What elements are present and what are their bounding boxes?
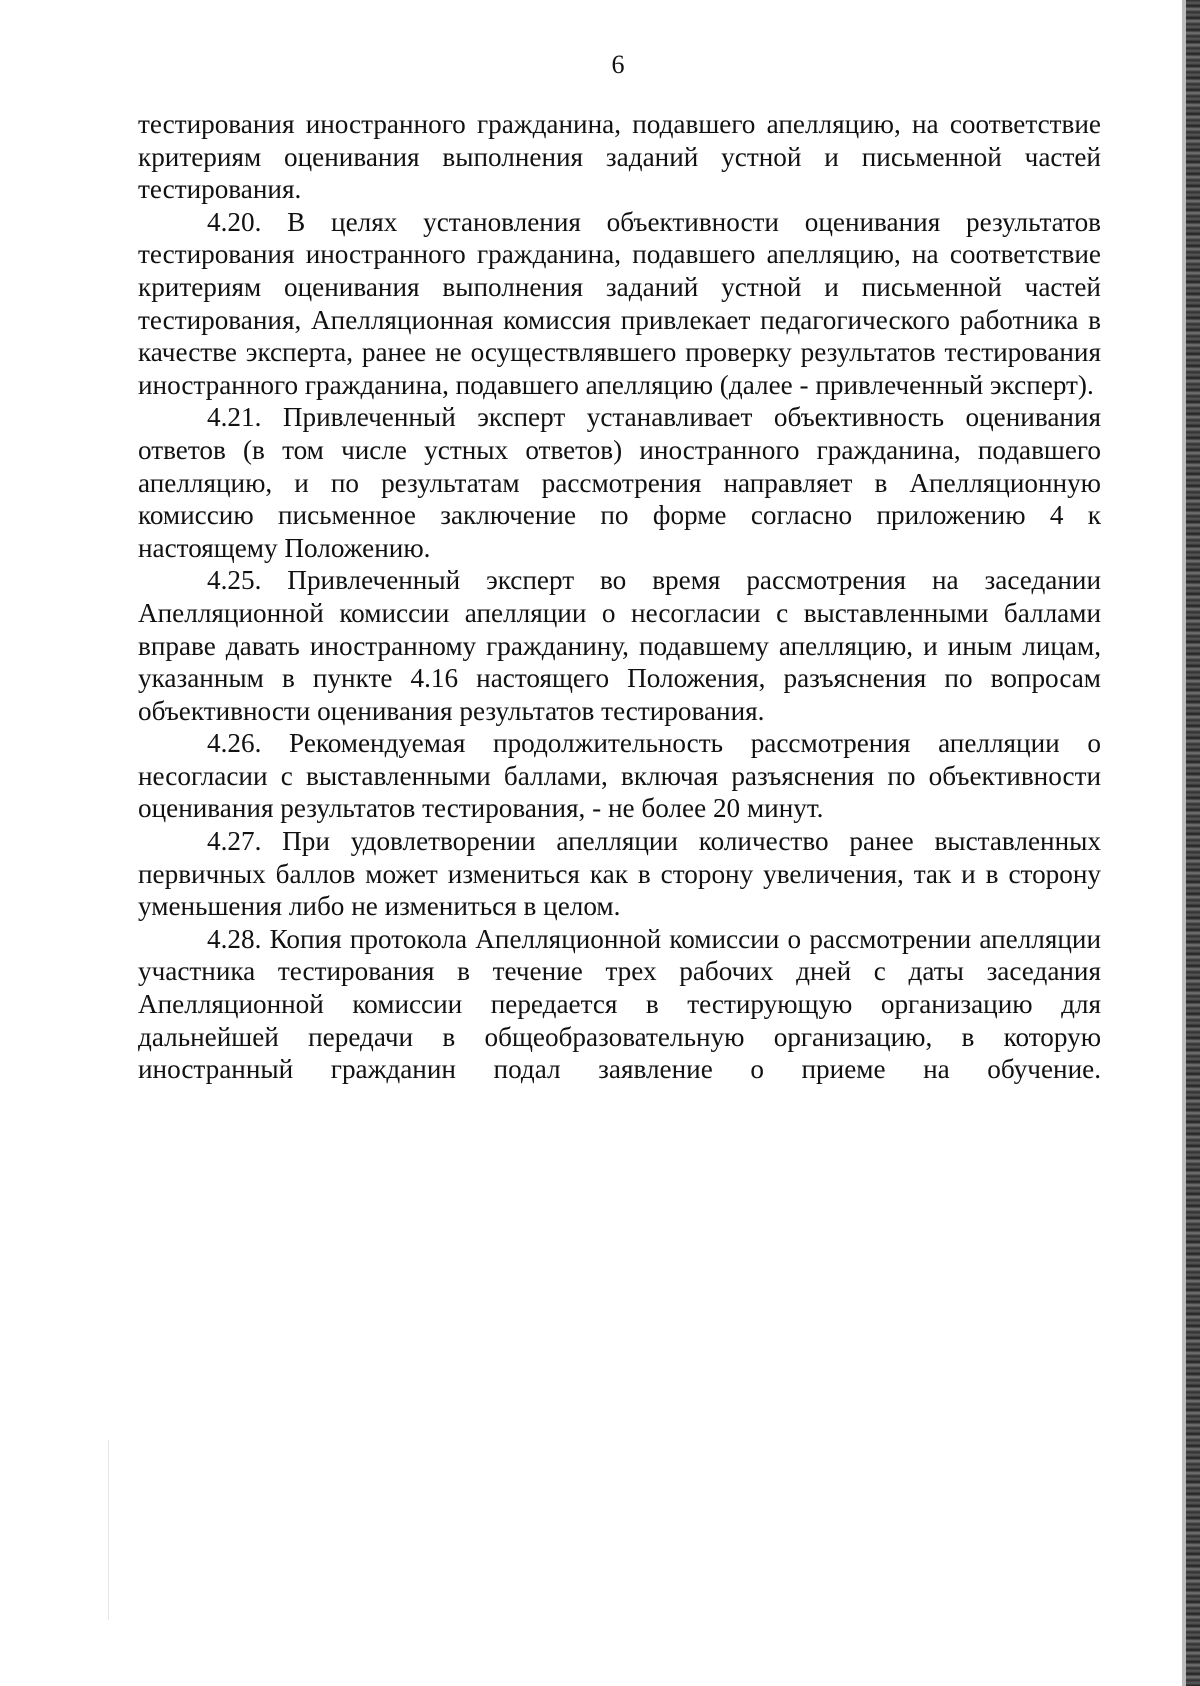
scan-margin-mark [108, 1440, 109, 1620]
scan-edge [1186, 0, 1200, 1686]
paragraph-4-26: 4.26. Рекомендуемая продолжительность рассмотрения апелляции о несогласии с выставленными баллами, включая разъяснения по объективности оценивания результатов тестирования, - не более 20 минут. [138, 728, 1101, 824]
page-number: 6 [611, 50, 625, 79]
paragraph-4-20: 4.20. В целях установления объективности оценивания результатов тестирования иностранного гражданина, подавшего апелляцию, на соответствие критериям оценивания выполнения заданий устной и письменной частей тестирования, Апелляционная комиссия привлекает педагогического работника в качестве эксперта, ранее не осуществлявшего проверку результатов тестирования иностранного гражданина, подавшего апелляцию (далее - привлеченный эксперт). [138, 206, 1101, 400]
document-body [138, 108, 1101, 1086]
paragraph-4-25: 4.25. Привлеченный эксперт во время рассмотрения на заседании Апелляционной комиссии апелляции о несогласии с выставленными баллами вправе давать иностранному гражданину, подавшему апелляцию, и иным лицам, указанным в пункте 4.16 настоящего Положения, разъяснения по вопросам объективности оценивания результатов тестирования. [138, 565, 1101, 726]
paragraph-4-27: 4.27. При удовлетворении апелляции количество ранее выставленных первичных баллов может измениться как в сторону увеличения, так и в сторону уменьшения либо не измениться в целом. [138, 826, 1101, 922]
paragraph-continuation: тестирования иностранного гражданина, подавшего апелляцию, на соответствие критериям оценивания выполнения заданий устной и письменной частей тестирования. [138, 109, 1101, 205]
paragraph-4-28: 4.28. Копия протокола Апелляционной комиссии о рассмотрении апелляции участника тестирования в течение трех рабочих дней с даты заседания Апелляционной комиссии передается в тестирующую организацию для дальнейшей передачи в общеобразовательную организацию, в которую иностранный гражданин подал заявление о приеме на обучение. [138, 923, 1101, 1085]
paragraph-4-21: 4.21. Привлеченный эксперт устанавливает объективность оценивания ответов (в том числе устных ответов) иностранного гражданина, подавшего апелляцию, и по результатам рассмотрения направляет в Апелляционную комиссию письменное заключение по форме согласно приложению 4 к настоящему Положению. [138, 402, 1101, 563]
